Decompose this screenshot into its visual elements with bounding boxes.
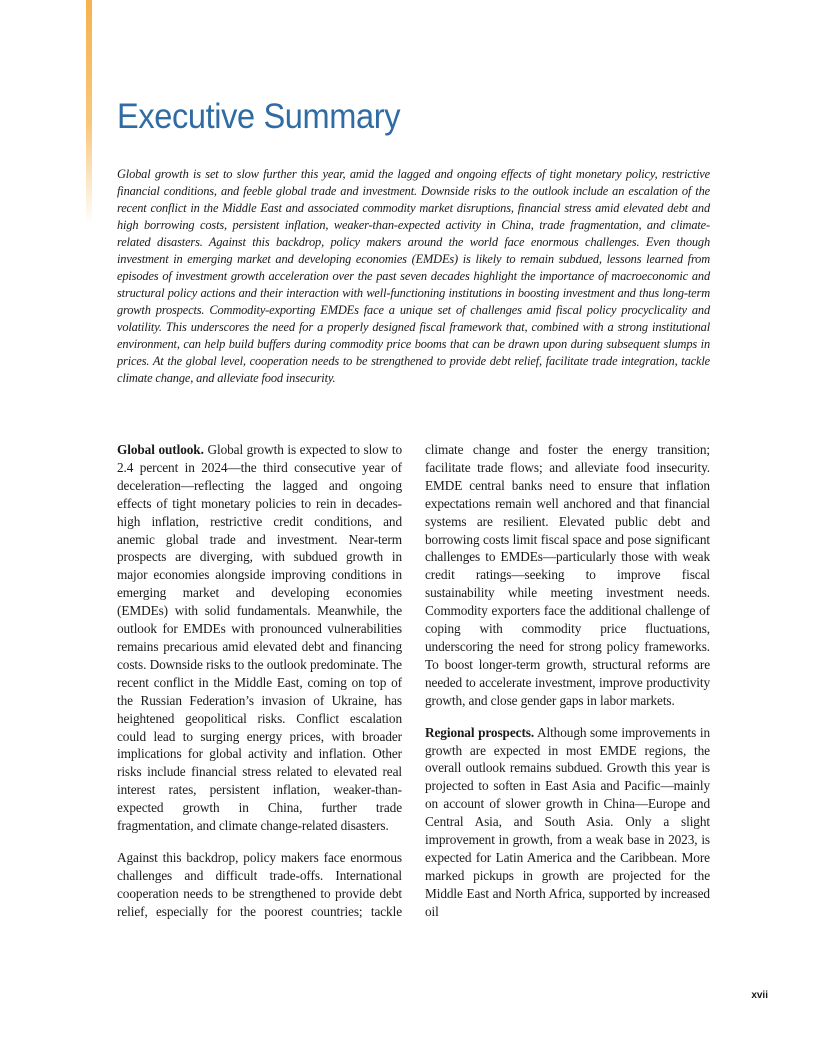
backdrop-paragraph-continued: climate change and foster the energy transition; facilitate trade flows; and alleviate food insecurity. EMDE central banks need to ensure that inflation expectations remain well anchored and that financial systems are resilient. Elevated public debt and borrowing costs limit fiscal space and pose significant challenges to EMDEs—particularly those with weak credit ratings—seeking to improve fiscal sustainability while meeting investment needs. Commodity exporters face the additional challenge of coping with commodity price fluctuations, underscoring the need for strong policy frameworks. To boost longer-term growth, structural reforms are needed to accelerate investment, improve productivity growth, and close gender gaps in labor markets. [425,442,710,708]
accent-bar [86,0,92,225]
page-number: xvii [751,990,768,1001]
summary-abstract: Global growth is set to slow further this year, amid the lagged and ongoing effects of tight monetary policy, restrictive financial conditions, and feeble global trade and investment. Downside risks to the outlook include an escalation of the recent conflict in the Middle East and associated commodity market disruptions, financial stress amid elevated debt and high borrowing costs, persistent inflation, weaker-than-expected activity in China, trade fragmentation, and climate-related disasters. Against this backdrop, policy makers around the world face enormous challenges. Even though investment in emerging market and developing economies (EMDEs) is likely to remain subdued, lessons learned from episodes of investment growth acceleration over the past seven decades highlight the importance of macroeconomic and structural policy actions and their interaction with well-functioning institutions in boosting investment and thus long-term growth prospects. Commodity-exporting EMDEs face a unique set of challenges amid fiscal policy procyclicality and volatility. This underscores the need for a properly designed fiscal framework that, combined with a strong institutional environment, can help build buffers during commodity price booms that can be drawn upon during subsequent slumps in prices. At the global level, cooperation needs to be strengthened to provide debt relief, facilitate trade integration, tackle climate change, and alleviate food insecurity. [117,167,710,385]
regional-prospects-heading: Regional prospects. [425,724,535,740]
regional-prospects-text: Although some improvements in growth are expected in most EMDE regions, the overall outlook remains subdued. Growth this year is projected to soften in East Asia and Pacific—mainly on account of slower growth in China—Europe and Central Asia, and South Asia. Only a slight improvement in growth, from a weak base in 2023, is expected for Latin America and the Caribbean. More marked pickups in growth are projected for the Middle East and North Africa, supported by increased oil [425,724,710,919]
page-title: Executive Summary [117,97,401,136]
backdrop-paragraph: Against this backdrop, policy makers face enormous challenges and difficult trade-offs. International cooperation needs to be strengthened to provide debt relief, especially for the poorest countries; tackle [117,849,402,919]
regional-prospects-paragraph [425,724,710,921]
global-outlook-paragraph [117,441,402,835]
body-text-right [425,441,710,935]
global-outlook-heading: Global outlook. [117,442,204,457]
body-text [117,441,402,935]
global-outlook-text: Global growth is expected to slow to 2.4 percent in 2024—the third consecutive year of deceleration—reflecting the lagged and ongoing effects of tight monetary policies to rein in decades-high inflation, restrictive credit conditions, and anemic global trade and investment. Near-term prospects are diverging, with subdued growth in major economies alongside improving conditions in emerging market and developing economies (EMDEs) with solid fundamentals. Meanwhile, the outlook for EMDEs with pronounced vulnerabilities remains precarious amid elevated debt and financing costs. Downside risks to the outlook predominate. The recent conflict in the Middle East, coming on top of the Russian Federation’s invasion of Ukraine, has heightened geopolitical risks. Conflict escalation could lead to surging energy prices, with broader implications for global activity and inflation. Other risks include financial stress related to elevated real interest rates, persistent inflation, weaker-than-expected growth in China, further trade fragmentation, and climate change-related disasters. [117,442,402,834]
